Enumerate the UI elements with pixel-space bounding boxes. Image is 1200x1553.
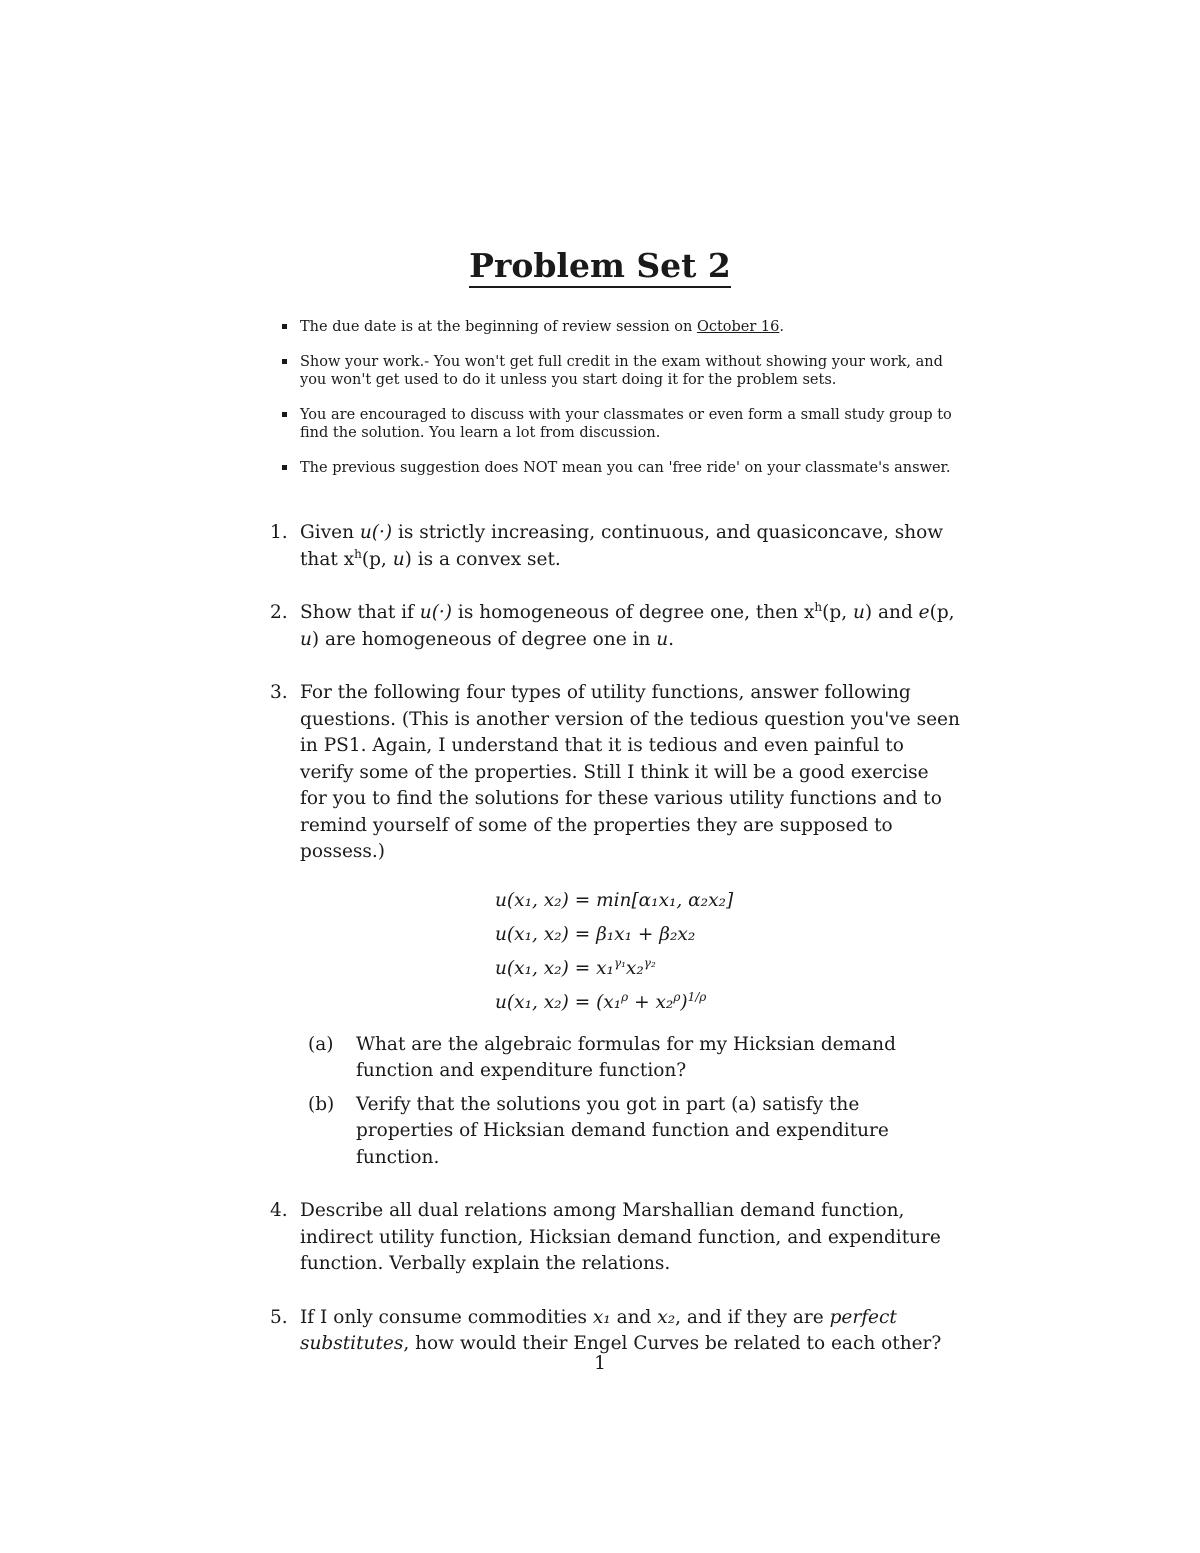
problem-text: For the following four types of utility functions, answer following questions. (This is another version of the tedious question you've seen in PS1. Again, I understand that it is tedious and even painful to verify some of the properties. Still I think it will be a good exercise for you to find the solutions for these various utility functions and to remind yourself of some of the properties they are supposed to possess.) (300, 682, 960, 862)
problem-2: 2. Show that if u(·) is homogeneous of degree one, then $x^h(p$, u) and e(p, u) are homogeneous of degree one in u. (270, 599, 955, 650)
problem-number: 5. (270, 1306, 288, 1328)
problem-3 (270, 680, 960, 1171)
instruction-due-date: The due date is at the beginning of review session on October 16. (280, 318, 960, 336)
problem-number: 1. (270, 522, 288, 543)
problem-list (270, 520, 960, 1385)
problem-text: Describe all dual relations among Marshallian demand function, indirect utility function, Hicksian demand function, and expenditure function. Verbally explain the relations. (300, 1200, 941, 1274)
instruction-show-work: Show your work.- You won't get full credit in the exam without showing your work, and you won't get used to do it unless you start doing it for the problem sets. (280, 353, 960, 389)
due-date: October 16 (696, 319, 780, 335)
instruction-discuss: You are encouraged to discuss with your classmates or even form a small study group to find the solution. You learn a lot from discussion. (280, 406, 960, 442)
equation-leontief: u(x₁, x₂) = min[α₁x₁, α₂x₂] (495, 889, 734, 911)
subquestions (300, 1032, 960, 1172)
problem-5: 5. If I only consume commodities x₁ and x₂, and if they are perfect substitutes, how would their Engel Curves be related to each other? (270, 1306, 942, 1354)
problem-number: 2. (270, 602, 288, 623)
problem-4 (270, 1198, 960, 1278)
page-number: 1 (594, 1353, 606, 1374)
page-title: Problem Set 2 (0, 246, 1200, 285)
problem-number: 3. (270, 682, 288, 703)
equation-cobb-douglas: u(x₁, x₂) = x₁$^{\gamma_1}$x₂$^{\gamma_2}$ (495, 955, 656, 979)
equation-linear: u(x₁, x₂) = β₁x₁ + β₂x₂ (495, 923, 696, 945)
equation-ces: u(x₁, $x_2) = (x_1^\rho + x_2^\rho)^{1/\rho}$ (495, 989, 707, 1013)
instructions-list (280, 318, 960, 494)
problem-number: 4. (270, 1200, 288, 1221)
problem-1: 1. Given u(·) is strictly increasing, continuous, and quasiconcave, show that $x^h(p$, u) is a convex set. (270, 522, 944, 570)
subquestion-a: (a) What are the algebraic formulas for my Hicksian demand function and expenditure function? (308, 1033, 896, 1081)
instruction-no-free-ride: The previous suggestion does NOT mean you can 'free ride' on your classmate's answer. (280, 459, 960, 477)
equation-block (495, 884, 960, 1020)
subquestion-b: (b) Verify that the solutions you got in part (a) satisfy the properties of Hicksian demand function and expenditure function. (308, 1093, 889, 1168)
